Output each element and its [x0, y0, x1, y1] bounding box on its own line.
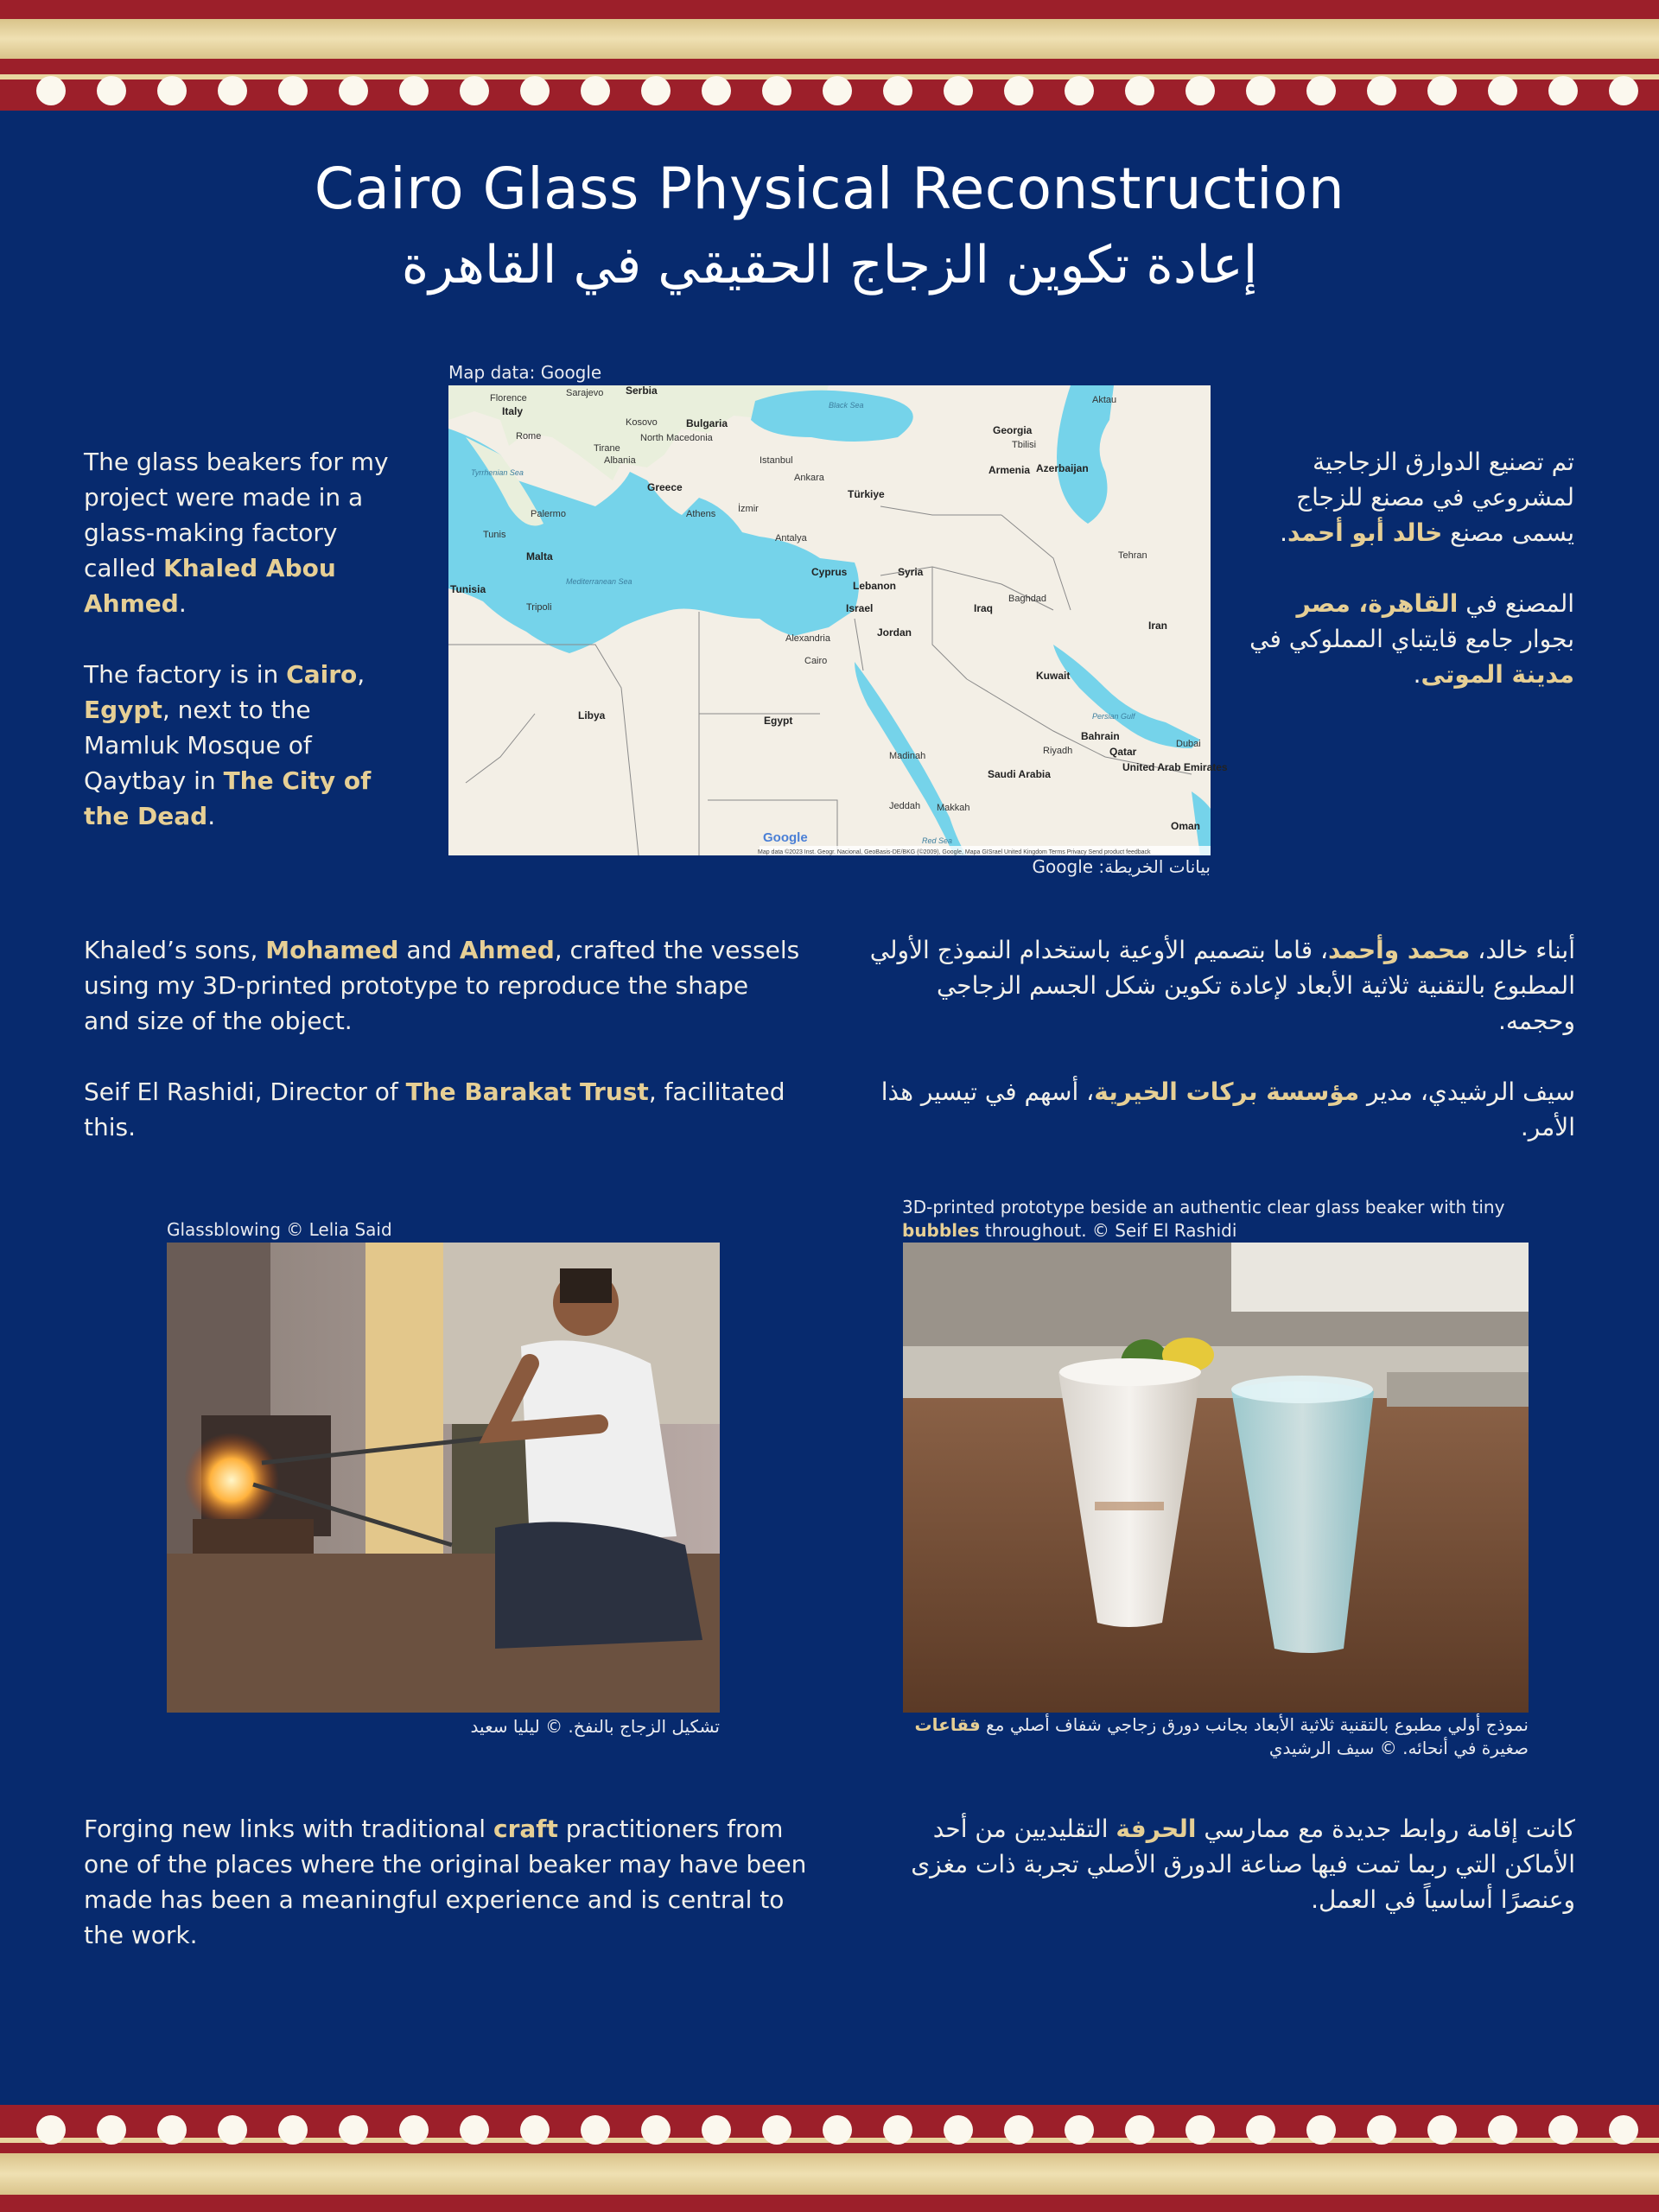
map-label-north-macedonia: North Macedonia	[640, 433, 713, 443]
map-label-tunis: Tunis	[483, 530, 506, 540]
band-dot	[1609, 2115, 1638, 2145]
map-label-turkiye: Türkiye	[848, 488, 885, 500]
sons-paragraph: Khaled’s sons, Mohamed and Ahmed, crafted the vessels using my 3D-printed prototype to reproduce the shape and size of the object.	[84, 936, 800, 1035]
band-dot	[944, 76, 973, 105]
map-label-rome: Rome	[516, 431, 542, 442]
closing-paragraph: Forging new links with traditional craft practitioners from one of the places where the original beaker may have been made has been a meaningful experience and is central to the work.	[84, 1815, 807, 1949]
band-dot	[1548, 2115, 1578, 2145]
map-label-tyrrhenian-sea: Tyrrhenian Sea	[471, 468, 524, 477]
band-dots	[0, 2115, 1659, 2141]
band-dot	[339, 2115, 368, 2145]
map-label-armenia: Armenia	[988, 464, 1031, 476]
map-label-bulgaria: Bulgaria	[686, 417, 728, 429]
band-dots	[0, 76, 1659, 102]
map-caption-english: Map data: Google	[448, 362, 602, 383]
map-label-azerbaijan: Azerbaijan	[1036, 462, 1089, 474]
map-label-tripoli: Tripoli	[526, 602, 552, 613]
band-dot	[1488, 76, 1517, 105]
map-label-qatar: Qatar	[1109, 746, 1137, 758]
map-label-syria: Syria	[898, 566, 924, 578]
band-dot	[460, 76, 489, 105]
map-label-saudi-arabia: Saudi Arabia	[988, 768, 1051, 780]
map-label-black-sea: Black Sea	[829, 401, 864, 410]
band-dot	[823, 2115, 852, 2145]
band-dot	[520, 76, 550, 105]
map-label-kosovo: Kosovo	[626, 417, 658, 428]
craftsmen-text-arabic	[860, 932, 1575, 1145]
band-dot	[1367, 2115, 1396, 2145]
map-label-tirane: Tirane	[594, 443, 620, 454]
map-label-jordan: Jordan	[877, 626, 912, 639]
map-label-makkah: Makkah	[937, 803, 970, 813]
band-dot	[399, 76, 429, 105]
sons-paragraph-arabic: أبناء خالد، محمد وأحمد، قاما بتصميم الأوعية باستخدام النموذج الأولي المطبوع بالتقنية ثلاثية الأبعاد لإعادة تكوين شكل الجسم الزجاجي وحجمه.	[869, 936, 1575, 1035]
band-dot	[1306, 2115, 1336, 2145]
band-dot	[1004, 76, 1033, 105]
map-label-athens: Athens	[686, 509, 716, 519]
band-dot	[581, 2115, 610, 2145]
map-label-lebanon: Lebanon	[853, 580, 896, 592]
map-label-iraq: Iraq	[974, 602, 994, 614]
google-logo: Google	[763, 830, 808, 845]
map-label-riyadh: Riyadh	[1043, 746, 1073, 756]
page-title-arabic: إعادة تكوين الزجاج الحقيقي في القاهرة	[401, 235, 1258, 296]
band-dot	[278, 76, 308, 105]
map-attribution: Map data ©2023 Inst. Geogr. Nacional, GeoBasis-DE/BKG (©2009), Google, Mapa GISrael United Kingdom Terms Privacy Send product feedback	[758, 849, 1151, 855]
band-dot	[36, 76, 66, 105]
band-dot	[641, 76, 671, 105]
band-dot	[702, 2115, 731, 2145]
map-label-florence: Florence	[490, 393, 527, 404]
beakers-caption-english: 3D-printed prototype beside an authentic clear glass beaker with tiny bubbles throughout. © Seif El Rashidi	[902, 1197, 1505, 1241]
factory-paragraph-arabic: تم تصنيع الدوارق الزجاجية لمشروعي في مصنع للزجاج يسمى مصنع خالد أبو أحمد.	[1280, 448, 1574, 547]
map-label-tunisia: Tunisia	[450, 583, 486, 595]
intro-text-english	[84, 444, 412, 834]
intro-text-arabic	[1241, 444, 1574, 692]
band-dot	[1185, 76, 1215, 105]
map-label-alexandria: Alexandria	[785, 633, 830, 644]
map-label-italy: Italy	[502, 405, 524, 417]
band-dot	[1306, 76, 1336, 105]
map-label-aktau: Aktau	[1092, 395, 1117, 405]
map-label-albania: Albania	[604, 455, 636, 466]
band-dot	[1125, 2115, 1154, 2145]
band-dot	[1125, 76, 1154, 105]
band-dot	[702, 76, 731, 105]
band-dot	[218, 2115, 247, 2145]
closing-text-arabic	[864, 1811, 1575, 1917]
map-label-serbia: Serbia	[626, 385, 658, 397]
band-dot	[399, 2115, 429, 2145]
band-dot	[97, 2115, 126, 2145]
map-image	[448, 385, 1228, 855]
band-dot	[339, 76, 368, 105]
map-label-georgia: Georgia	[993, 424, 1033, 436]
beakers-caption-arabic: نموذج أولي مطبوع بالتقنية ثلاثية الأبعاد بجانب دورق زجاجي شفاف أصلي مع فقاعات صغيرة في أنحائه. © سيف الرشيدي	[914, 1714, 1529, 1758]
page-title-english: Cairo Glass Physical Reconstruction	[314, 156, 1345, 222]
band-dot	[762, 2115, 791, 2145]
map-label-cairo: Cairo	[804, 656, 828, 666]
map-label-dubai: Dubai	[1176, 739, 1201, 749]
glassblowing-caption-english: Glassblowing © Lelia Said	[167, 1219, 392, 1240]
craftsmen-text-english	[84, 932, 801, 1145]
band-dot	[1548, 76, 1578, 105]
band-dot	[218, 76, 247, 105]
band-dot	[1427, 2115, 1457, 2145]
band-dot	[1488, 2115, 1517, 2145]
map-label-istanbul: Istanbul	[760, 455, 793, 466]
map-label-bahrain: Bahrain	[1081, 730, 1120, 742]
map-label-antalya: Antalya	[775, 533, 807, 543]
closing-paragraph-arabic: كانت إقامة روابط جديدة مع ممارسي الحرفة التقليديين من أحد الأماكن التي ربما تمت فيها صناعة الدورق الأصلي تجربة ذات مغزى وعنصرًا أساسياً في العمل.	[911, 1815, 1575, 1914]
band-dot	[1185, 2115, 1215, 2145]
band-dot	[1609, 76, 1638, 105]
map-label-iran: Iran	[1148, 620, 1168, 632]
band-dot	[823, 76, 852, 105]
map-label-baghdad: Baghdad	[1008, 594, 1047, 604]
location-paragraph: The factory is in Cairo, Egypt, next to the Mamluk Mosque of Qaytbay in The City of the Dead.	[84, 660, 372, 830]
top-decorative-band	[0, 0, 1659, 111]
band-dot	[460, 2115, 489, 2145]
band-dot	[944, 2115, 973, 2145]
map-label-israel: Israel	[846, 602, 874, 614]
map-label-oman: Oman	[1171, 820, 1201, 832]
map-label-palermo: Palermo	[531, 509, 566, 519]
map-label-cyprus: Cyprus	[811, 566, 848, 578]
map-label-persian-gulf: Persian Gulf	[1092, 712, 1135, 721]
map-label-malta: Malta	[526, 550, 553, 563]
band-dot	[762, 76, 791, 105]
map-caption-arabic: بيانات الخريطة: Google	[1032, 856, 1211, 877]
map-label-tehran: Tehran	[1118, 550, 1147, 561]
band-dot	[1004, 2115, 1033, 2145]
band-dot	[883, 2115, 912, 2145]
map-label-sarajevo: Sarajevo	[566, 388, 604, 398]
map-label-ankara: Ankara	[794, 473, 824, 483]
band-dot	[883, 76, 912, 105]
band-dot	[157, 2115, 187, 2145]
map-label-izmir: İzmir	[738, 504, 759, 514]
band-dot	[278, 2115, 308, 2145]
band-dot	[97, 76, 126, 105]
band-dot	[520, 2115, 550, 2145]
map-label-greece: Greece	[647, 481, 683, 493]
band-dot	[1065, 76, 1094, 105]
band-dot	[1367, 76, 1396, 105]
band-dot	[157, 76, 187, 105]
map-label-uae: United Arab Emirates	[1122, 761, 1228, 773]
band-dot	[1427, 76, 1457, 105]
director-paragraph-arabic: سيف الرشيدي، مدير مؤسسة بركات الخيرية، أسهم في تيسير هذا الأمر.	[880, 1077, 1575, 1141]
map-label-red-sea: Red Sea	[922, 836, 953, 845]
beakers-photo	[903, 1243, 1529, 1713]
director-paragraph: Seif El Rashidi, Director of The Barakat Trust, facilitated this.	[84, 1077, 785, 1141]
map-label-libya: Libya	[578, 709, 606, 721]
map-label-kuwait: Kuwait	[1036, 670, 1071, 682]
glassblowing-photo	[167, 1243, 720, 1713]
map-label-jeddah: Jeddah	[889, 801, 921, 811]
map-label-madinah: Madinah	[889, 751, 926, 761]
band-dot	[581, 76, 610, 105]
closing-text-english	[84, 1811, 810, 1953]
map-label-mediterranean-sea: Mediterranean Sea	[566, 577, 632, 586]
band-dot	[1246, 2115, 1275, 2145]
location-paragraph-arabic: المصنع في القاهرة، مصر بجوار جامع قايتباي المملوكي في مدينة الموتى.	[1249, 589, 1574, 689]
band-dot	[1246, 76, 1275, 105]
band-dot	[1065, 2115, 1094, 2145]
map-label-egypt: Egypt	[764, 715, 793, 727]
factory-name: Khaled Abou Ahmed	[84, 554, 336, 618]
band-dot	[36, 2115, 66, 2145]
factory-paragraph: The glass beakers for my project were made in a glass-making factory called Khaled Abou Ahmed.	[84, 448, 389, 618]
bottom-decorative-band	[0, 2105, 1659, 2212]
band-dot	[641, 2115, 671, 2145]
glassblowing-caption-arabic: تشكيل الزجاج بالنفخ. © ليليا سعيد	[470, 1716, 720, 1737]
map-label-tbilisi: Tbilisi	[1012, 440, 1037, 450]
